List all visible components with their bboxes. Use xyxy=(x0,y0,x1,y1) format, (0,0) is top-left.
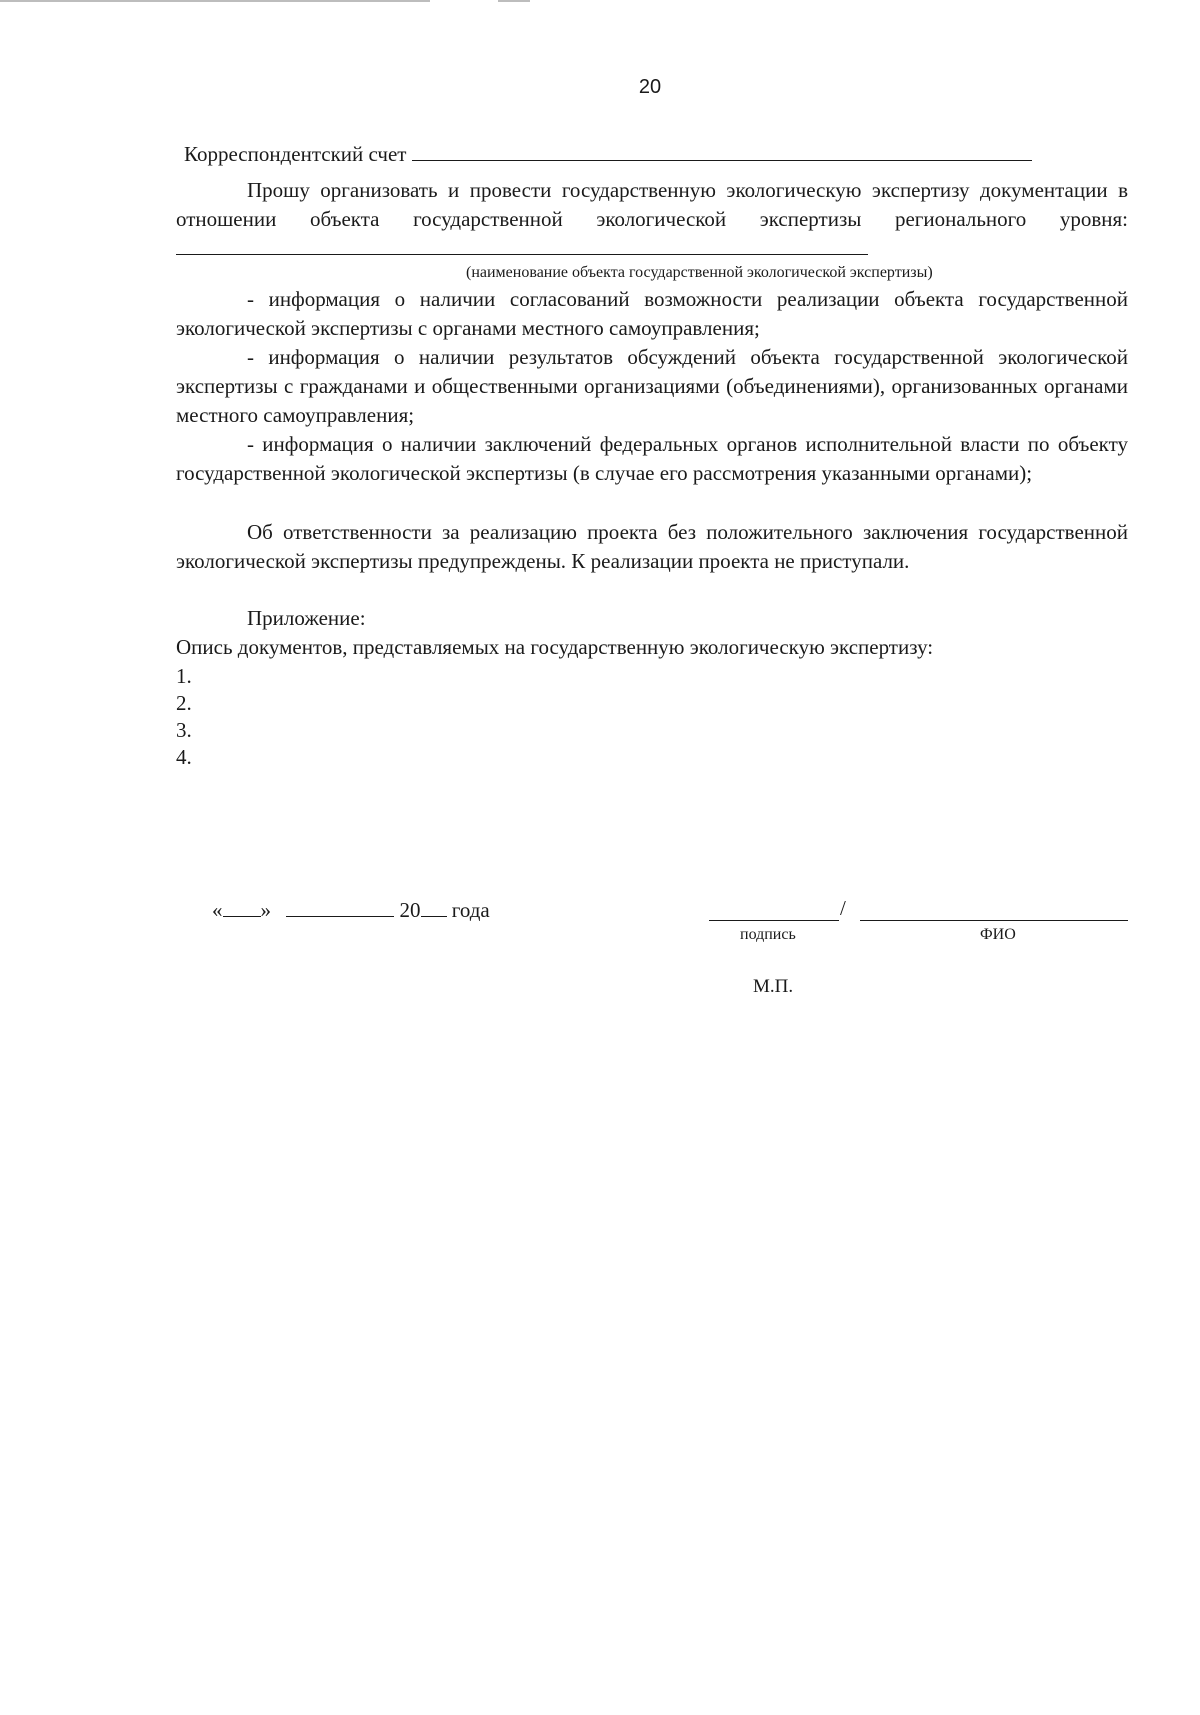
name-caption: ФИО xyxy=(980,926,1016,943)
account-label: Корреспондентский счет xyxy=(184,142,407,166)
object-name-blank-line xyxy=(176,234,868,255)
signature-block xyxy=(212,898,1132,958)
inventory-item: 4. xyxy=(176,745,192,769)
signature-blank-line xyxy=(709,920,839,921)
scan-edge-line-left xyxy=(0,0,430,2)
bullet-discussions: - информация о наличии результатов обсуждений объекта государственной экологической экспертизы с гражданами и общественными организациями (объединениями), организованных органами местного самоуправления; xyxy=(176,345,1128,427)
stamp-placeholder: М.П. xyxy=(753,976,794,997)
month-blank xyxy=(286,898,394,917)
year-suffix: года xyxy=(451,898,490,922)
inventory-line: Опись документов, представляемых на государственную экологическую экспертизу: xyxy=(176,635,934,659)
signature-caption: подпись xyxy=(740,926,796,943)
date-field xyxy=(212,898,490,923)
inventory-item: 1. xyxy=(176,664,192,688)
account-blank-line xyxy=(412,140,1032,161)
object-name-caption: (наименование объекта государственной экологической экспертизы) xyxy=(466,264,933,281)
quote-open: « xyxy=(212,898,223,922)
quote-close: » xyxy=(260,898,271,922)
bullet-approvals: - информация о наличии согласований возможности реализации объекта государственной экологической экспертизы с органами местного самоуправления; xyxy=(176,287,1128,340)
day-blank xyxy=(223,898,261,917)
document-body xyxy=(176,140,1128,770)
request-paragraph xyxy=(176,176,1128,263)
page-number: 20 xyxy=(638,76,662,98)
responsibility-paragraph: Об ответственности за реализацию проекта без положительного заключения государственной экологической экспертизы предупреждены. К реализации проекта не приступали. xyxy=(176,520,1128,573)
year-blank xyxy=(421,898,447,917)
inventory-item: 3. xyxy=(176,718,192,742)
scan-edge-line-right xyxy=(498,0,530,2)
request-text: Прошу организовать и провести государственную экологическую экспертизу документации в отношении объекта государственной экологической экспертизы регионального уровня: xyxy=(176,178,1128,231)
name-blank-line xyxy=(860,920,1128,921)
inventory-item: 2. xyxy=(176,691,192,715)
account-line xyxy=(184,140,1128,169)
attachment-heading: Приложение: xyxy=(247,606,366,630)
year-prefix: 20 xyxy=(399,898,421,922)
bullet-conclusions: - информация о наличии заключений федеральных органов исполнительной власти по объекту государственной экологической экспертизы (в случае его рассмотрения указанными органами); xyxy=(176,432,1128,485)
signature-slash: / xyxy=(840,896,846,920)
